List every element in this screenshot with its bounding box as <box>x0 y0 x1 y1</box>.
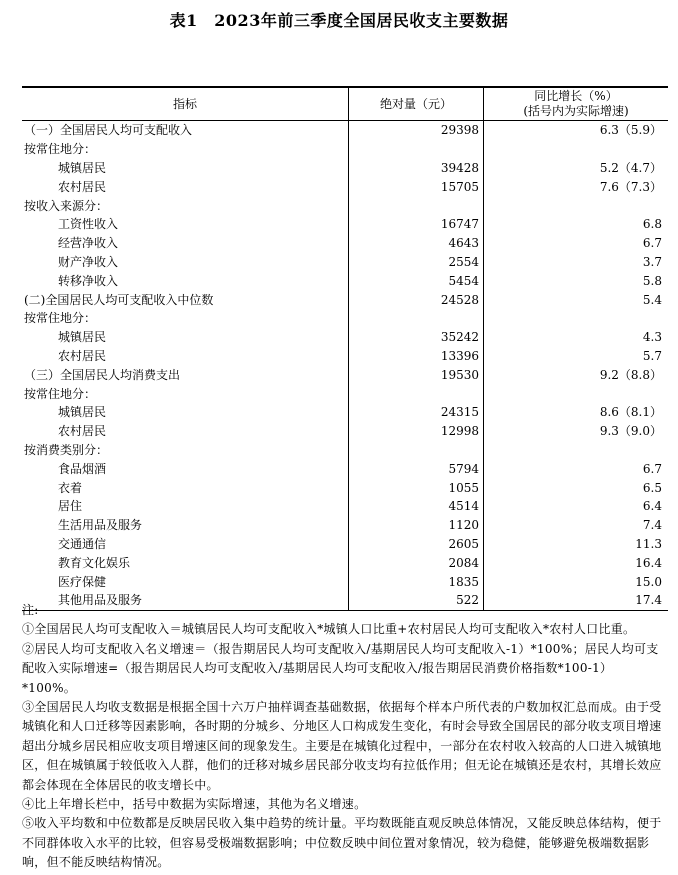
header-growth-line1: 同比增长（%） <box>534 89 618 103</box>
table-row <box>22 271 668 290</box>
table-row <box>22 177 668 196</box>
row-label: 居住 <box>22 497 349 516</box>
table-row <box>22 516 668 535</box>
table-row <box>22 572 668 591</box>
row-growth <box>484 196 669 215</box>
row-absolute-value: 29398 <box>349 121 484 140</box>
row-growth <box>484 384 669 403</box>
row-growth: 3.7 <box>642 254 662 269</box>
row-label: 按常住地分： <box>22 384 349 403</box>
row-label: 医疗保健 <box>22 572 349 591</box>
row-label: 农村居民 <box>22 347 349 366</box>
table-row <box>22 497 668 516</box>
table-row <box>22 215 668 234</box>
table-row <box>22 253 668 272</box>
row-absolute-value: 2554 <box>349 253 484 272</box>
row-growth <box>484 441 669 460</box>
row-growth: 6.3（5.9） <box>599 123 662 138</box>
row-absolute-value: 5454 <box>349 271 484 290</box>
row-label: 财产净收入 <box>22 253 349 272</box>
table-row <box>22 535 668 554</box>
table-row <box>22 196 668 215</box>
note-item: ①全国居民人均可支配收入＝城镇居民人均可支配收入*城镇人口比重+农村居民人均可支配收入*农村人口比重。 <box>22 622 636 637</box>
row-label: 按收入来源分： <box>22 196 349 215</box>
row-growth: 11.3 <box>635 536 662 551</box>
income-expenditure-table <box>22 86 668 611</box>
row-absolute-value: 13396 <box>349 347 484 366</box>
row-absolute-value <box>349 441 484 460</box>
table-row <box>22 309 668 328</box>
row-label: 转移净收入 <box>22 271 349 290</box>
row-label: 生活用品及服务 <box>22 516 349 535</box>
row-absolute-value: 5794 <box>349 459 484 478</box>
table-row <box>22 384 668 403</box>
note-item: ⑤收入平均数和中位数都是反映居民收入集中趋势的统计量。平均数既能直观反映总体情况，又能反映总体结构，便于不同群体收入水平的比较，但容易受极端数据影响；中位数反映中间位置对象情况，较为稳健，能够避免极端数据影响，但不能反映结构情况。 <box>22 816 662 870</box>
row-absolute-value: 12998 <box>349 422 484 441</box>
row-absolute-value: 19530 <box>349 365 484 384</box>
row-absolute-value: 1120 <box>349 516 484 535</box>
row-label: 农村居民 <box>22 177 349 196</box>
row-label: 交通通信 <box>22 535 349 554</box>
row-absolute-value: 2084 <box>349 553 484 572</box>
row-growth: 6.7 <box>642 236 662 251</box>
table-row <box>22 328 668 347</box>
header-growth <box>484 87 669 121</box>
row-growth: 5.7 <box>642 348 662 363</box>
row-absolute-value: 35242 <box>349 328 484 347</box>
row-absolute-value: 2605 <box>349 535 484 554</box>
note-item: ③全国居民人均收支数据是根据全国十六万户抽样调查基础数据，依据每个样本户所代表的户数加权汇总而成。由于受城镇化和人口迁移等因素影响，各时期的分城乡、分地区人口构成发生变化，有时会导致全国居民的部分收支项目增速超出分城乡居民相应收支项目增速区间的现象发生。主要是在城镇化过程中，一部分在农村收入较高的人口进入城镇地区，但在城镇属于较低收入人群，他们的迁移对城乡居民部分收支均有拉低作用；但无论在城镇还是农村，其增长效应都会体现在全体居民的收支增长中。 <box>22 700 662 792</box>
row-absolute-value: 1055 <box>349 478 484 497</box>
row-absolute-value: 522 <box>349 591 484 610</box>
row-absolute-value <box>349 140 484 159</box>
row-growth: 5.4 <box>642 292 662 307</box>
row-label: 教育文化娱乐 <box>22 553 349 572</box>
row-growth: 7.6（7.3） <box>599 179 662 194</box>
row-growth: 7.4 <box>642 518 662 533</box>
table-row <box>22 422 668 441</box>
note-item: ④比上年增长栏中，括号中数据为实际增速，其他为名义增速。 <box>22 797 367 812</box>
row-label: 其他用品及服务 <box>22 591 349 610</box>
table-title: 表1 2023年前三季度全国居民收支主要数据 <box>169 11 509 30</box>
row-label: 工资性收入 <box>22 215 349 234</box>
row-label: 按常住地分： <box>22 140 349 159</box>
row-absolute-value: 24315 <box>349 403 484 422</box>
table-row <box>22 553 668 572</box>
row-label: 城镇居民 <box>22 328 349 347</box>
row-label: 按消费类别分： <box>22 441 349 460</box>
row-growth <box>484 309 669 328</box>
row-label: （三）全国居民人均消费支出 <box>22 365 349 384</box>
row-absolute-value: 16747 <box>349 215 484 234</box>
row-absolute-value <box>349 384 484 403</box>
table-row <box>22 441 668 460</box>
table-notes <box>22 601 662 873</box>
row-label: 食品烟酒 <box>22 459 349 478</box>
table-row <box>22 347 668 366</box>
row-growth: 8.6（8.1） <box>599 405 662 420</box>
row-label: 农村居民 <box>22 422 349 441</box>
table-row <box>22 159 668 178</box>
header-growth-line2: (括号内为实际增速) <box>523 104 629 118</box>
note-item: ②居民人均可支配收入名义增速＝（报告期居民人均可支配收入/基期居民人均可支配收入-1）*100%；居民人均可支配收入实际增速=（报告期居民人均可支配收入/基期居民人均可支配收入/报告期居民消费价格指数*100-1）*100%。 <box>22 641 659 695</box>
row-absolute-value: 24528 <box>349 290 484 309</box>
row-absolute-value: 1835 <box>349 572 484 591</box>
row-growth: 6.5 <box>642 480 662 495</box>
table-header-row <box>22 87 668 121</box>
row-label: （一）全国居民人均可支配收入 <box>22 121 349 140</box>
row-growth: 5.8 <box>642 273 662 288</box>
row-absolute-value: 39428 <box>349 159 484 178</box>
row-absolute-value <box>349 196 484 215</box>
table-row <box>22 478 668 497</box>
table-row <box>22 140 668 159</box>
table-row <box>22 290 668 309</box>
row-growth: 16.4 <box>635 555 662 570</box>
row-growth: 9.3（9.0） <box>599 424 662 439</box>
row-growth: 6.7 <box>642 461 662 476</box>
row-growth: 5.2（4.7） <box>599 160 662 175</box>
table-row <box>22 234 668 253</box>
row-growth: 6.4 <box>642 499 662 514</box>
header-absolute: 绝对量（元） <box>349 87 484 121</box>
row-growth: 6.8 <box>642 217 662 232</box>
row-label: 城镇居民 <box>22 159 349 178</box>
row-growth: 15.0 <box>635 574 662 589</box>
row-absolute-value: 4643 <box>349 234 484 253</box>
row-growth <box>484 140 669 159</box>
row-label: 衣着 <box>22 478 349 497</box>
row-absolute-value <box>349 309 484 328</box>
table-row <box>22 459 668 478</box>
table-row <box>22 365 668 384</box>
table-row <box>22 403 668 422</box>
row-absolute-value: 4514 <box>349 497 484 516</box>
table-row <box>22 121 668 140</box>
notes-heading: 注: <box>22 603 39 617</box>
row-absolute-value: 15705 <box>349 177 484 196</box>
row-growth: 9.2（8.8） <box>599 367 662 382</box>
row-label: (二)全国居民人均可支配收入中位数 <box>22 290 349 309</box>
row-label: 城镇居民 <box>22 403 349 422</box>
row-label: 按常住地分： <box>22 309 349 328</box>
row-label: 经营净收入 <box>22 234 349 253</box>
row-growth: 4.3 <box>642 330 662 345</box>
header-indicator: 指标 <box>22 87 349 121</box>
row-growth: 17.4 <box>484 591 669 610</box>
